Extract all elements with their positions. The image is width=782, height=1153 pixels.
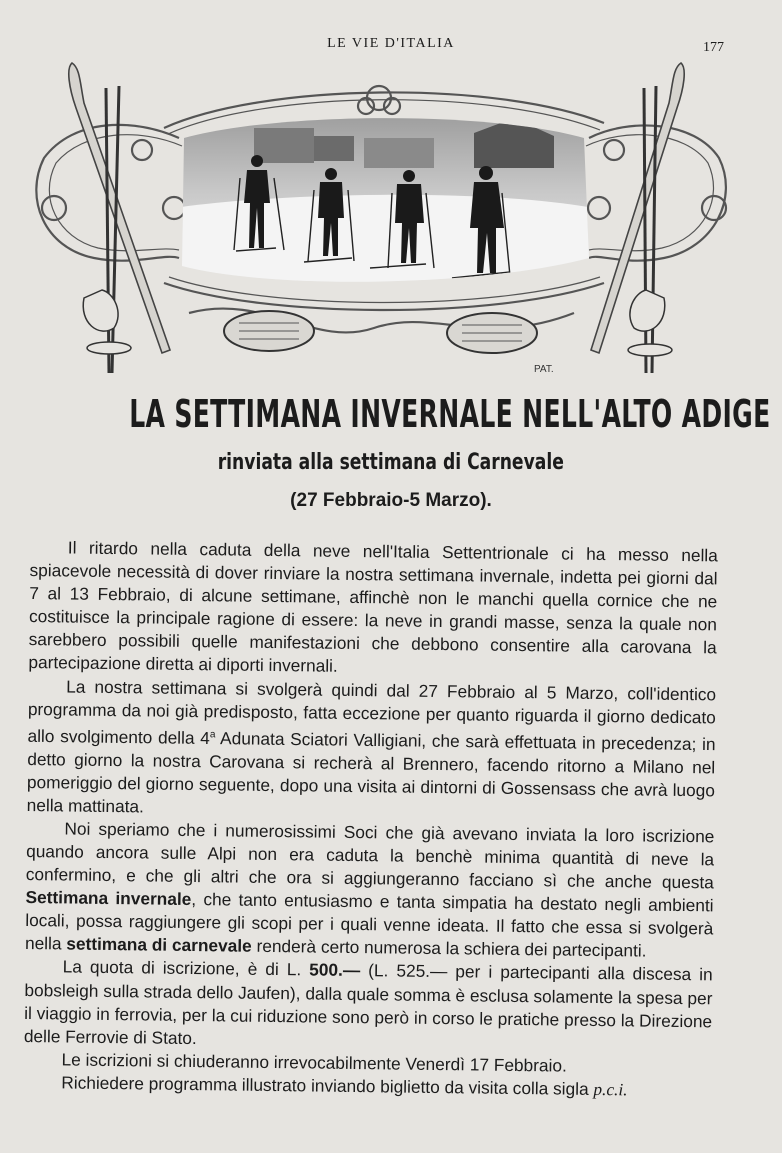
paragraph-text: p.c.i. — [593, 1079, 628, 1100]
paragraph-text: a — [209, 728, 216, 741]
winter-skiers-illustration — [14, 58, 739, 383]
article-paragraph — [25, 817, 715, 964]
paragraph-text: , che tanto entusiasmo e tanta simpatia ha destato negli ambienti locali, possa raggiungere gli scopi per i quali venne ideata. Il fatto che essa si svolgerà nella — [24, 889, 714, 954]
paragraph-text: (L. 525.— per i partecipanti alla discesa in bobsleigh sulla strada dello Jaufen), dalla quale somma è esclusa solamente la spesa per il viaggio in ferrovia, per la cui riduzione sono però in corso le pratiche presso la Direzione delle Ferrovie di Stato. — [23, 960, 713, 1048]
article-paragraph — [27, 675, 717, 826]
paragraph-text: Richiedere programma illustrato inviando biglietto da visita colla sigla — [61, 1072, 594, 1099]
paragraph-text: 500.— — [309, 959, 361, 981]
paragraph-text: La quota di iscrizione, è di L. — [62, 956, 310, 980]
paragraph-text: Noi speriamo che i numerosissimi Soci che già avevano inviata la loro iscrizione quando ancora sulle Alpi non era caduta la benchè minima quantità di neve la confermino, e che gli altri che ora si aggiungeranno facciano sì che anche questa — [25, 818, 715, 893]
article-dates: (27 Febbraio-5 Marzo). — [290, 490, 492, 511]
paragraph-text: Adunata Sciatori Valligiani, che sarà effettuata in precedenza; in detto giorno la nostra Carovana si recherà al Brennero, facendo ritorno a Milano nel pomeriggio del giorno seguente, dopo una visita ai dintorni di Gossensass che avrà luogo nella mattinata. — [26, 727, 716, 817]
paragraph-text: Il ritardo nella caduta della neve nell'Italia Settentrionale ci ha messo nella spiacevole necessità di dover rinviare la nostra settimana invernale, indetta pei giorni dal 7 al 13 Febbraio, di alcune settimane, affinchè non le manchi quella cornice che ne costituisce la principale ragione di essere: la neve in grandi masse, senza la quale non sarebbero possibili quelle manifestazioni che debbono consentire alla carovana la partecipazione diretta ai diporti invernali. — [28, 537, 718, 677]
skiers-photo — [174, 108, 594, 298]
page-number: 177 — [703, 40, 724, 55]
running-head: LE VIE D'ITALIA — [327, 36, 455, 51]
paragraph-text: settimana di carnevale — [66, 933, 252, 957]
paragraph-text: renderà certo numerosa la schiera dei partecipanti. — [251, 936, 647, 961]
article-paragraph — [28, 536, 718, 683]
illustrator-signature: PAT. — [534, 364, 554, 375]
snowshoe-icon — [224, 311, 537, 353]
article-subtitle: rinviata alla settimana di Carnevale — [217, 450, 564, 475]
article-paragraph — [24, 955, 713, 1056]
article-body — [23, 536, 718, 1102]
paragraph-text: Settimana invernale — [25, 887, 192, 910]
paragraph-text: La nostra settimana si svolgerà quindi dal 27 Febbraio al 5 Marzo, coll'identico programma da noi già predisposto, fatta eccezione per quanto riguarda il giorno dedicato allo svolgimento della 4 — [27, 676, 717, 748]
paragraph-text: Le iscrizioni si chiuderanno irrevocabilmente Venerdì 17 Febbraio. — [61, 1049, 567, 1076]
article-title: LA SETTIMANA INVERNALE NELL'ALTO ADIGE — [129, 392, 771, 436]
